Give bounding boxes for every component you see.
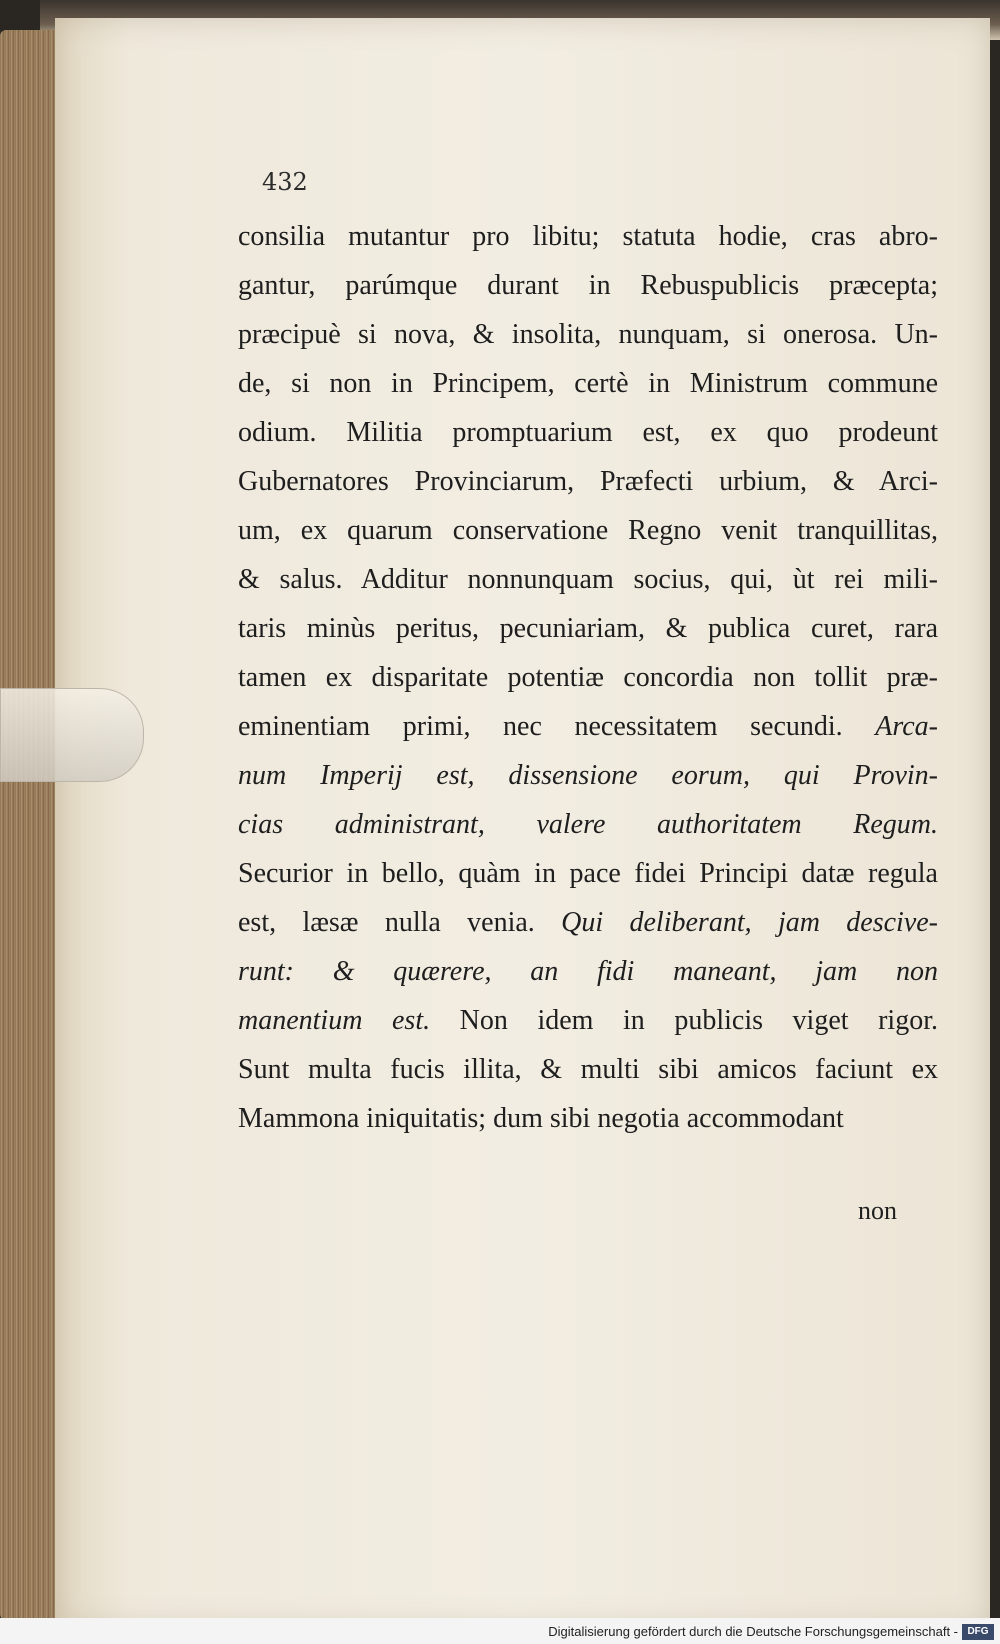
text-line xyxy=(238,947,938,996)
text-line xyxy=(238,310,938,359)
text-line xyxy=(238,555,938,604)
roman-text: Securior in bello, quàm in pace fidei Principi datæ regula xyxy=(238,858,938,889)
catchword: non xyxy=(858,1196,897,1225)
bookmark-strip xyxy=(0,688,144,782)
text-line xyxy=(238,408,938,457)
italic-text: manentium est. xyxy=(238,1005,431,1036)
text-line xyxy=(238,653,938,702)
text-line xyxy=(238,898,938,947)
text-line xyxy=(238,800,938,849)
text-line xyxy=(238,702,938,751)
roman-text: est, læsæ nulla venia. xyxy=(238,907,535,938)
roman-text: consilia mutantur pro libitu; statuta hodie, cras abro- xyxy=(238,221,938,252)
text-line xyxy=(238,212,938,261)
text-line xyxy=(238,457,938,506)
italic-text: num Imperij est, dissensione eorum, qui Provin- xyxy=(238,760,938,791)
roman-text: Sunt multa fucis illita, & multi sibi amicos faciunt ex xyxy=(238,1054,938,1085)
roman-text: tamen ex disparitate potentiæ concordia non tollit præ- xyxy=(238,662,938,693)
roman-text: um, ex quarum conservatione Regno venit tranquillitas, xyxy=(238,515,938,546)
roman-text: Mammona iniquitatis; dum sibi negotia accommodant xyxy=(238,1103,844,1134)
roman-text: Gubernatores Provinciarum, Præfecti urbium, & Arci- xyxy=(238,466,938,497)
text-line xyxy=(238,1094,938,1143)
roman-text: odium. Militia promptuarium est, ex quo prodeunt xyxy=(238,417,938,448)
roman-text: de, si non in Principem, certè in Ministrum commune xyxy=(238,368,938,399)
roman-text: eminentiam primi, nec necessitatem secundi. xyxy=(238,711,843,742)
italic-text: runt: & quærere, an fidi maneant, jam non xyxy=(238,956,938,987)
text-line xyxy=(238,359,938,408)
roman-text: præcipuè si nova, & insolita, nunquam, si onerosa. Un- xyxy=(238,319,938,350)
italic-text: Arca- xyxy=(875,711,939,742)
italic-text: cias administrant, valere authoritatem Regum. xyxy=(238,809,938,840)
footer-bar xyxy=(0,1618,1000,1644)
roman-text: taris minùs peritus, pecuniariam, & publica curet, rara xyxy=(238,613,938,644)
dfg-logo: DFG xyxy=(962,1624,994,1640)
text-line xyxy=(238,604,938,653)
italic-text: Qui deliberant, jam descive- xyxy=(561,907,938,938)
roman-text: & salus. Additur nonnunquam socius, qui, ùt rei mili- xyxy=(238,564,938,595)
text-line xyxy=(238,1045,938,1094)
page-text xyxy=(238,212,938,1143)
text-line xyxy=(238,506,938,555)
page-number: 432 xyxy=(262,168,308,196)
text-line xyxy=(238,261,938,310)
footer-credit: Digitalisierung gefördert durch die Deutsche Forschungsgemeinschaft - xyxy=(548,1624,958,1639)
text-line xyxy=(238,849,938,898)
text-line xyxy=(238,751,938,800)
page-stack-edge xyxy=(0,30,60,1620)
roman-text: Non idem in publicis viget rigor. xyxy=(459,1005,938,1036)
roman-text: gantur, parúmque durant in Rebuspublicis præcepta; xyxy=(238,270,938,301)
text-line xyxy=(238,996,938,1045)
